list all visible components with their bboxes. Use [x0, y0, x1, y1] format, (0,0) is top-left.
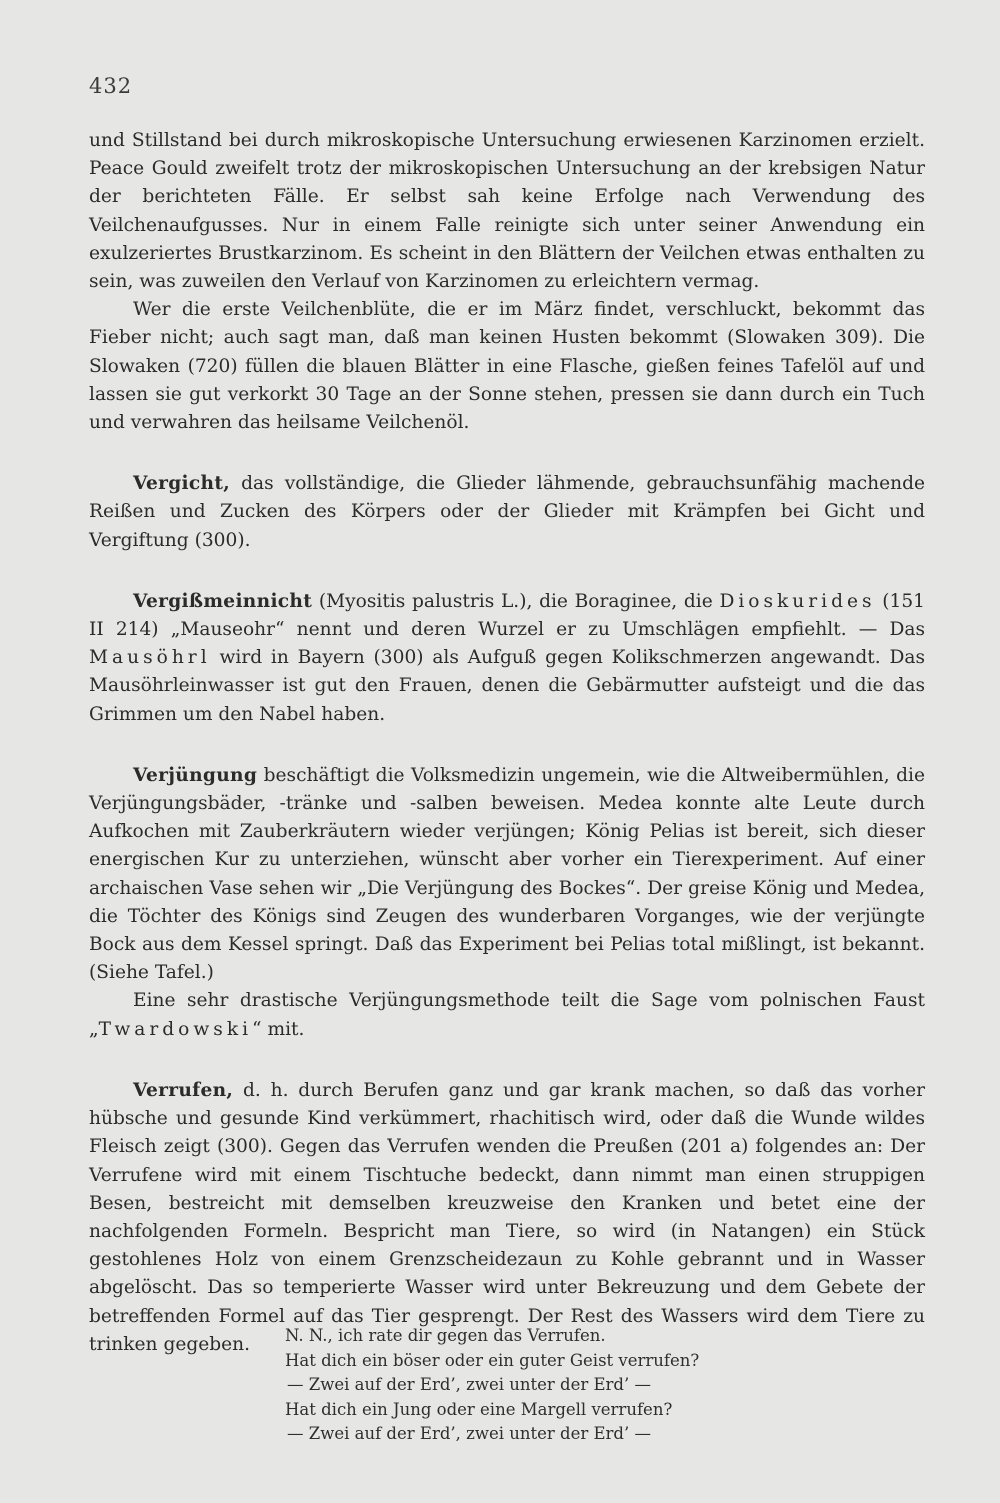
name-dioskurides: Dioskurides: [719, 590, 876, 612]
paragraph-veilchenbluete: Wer die erste Veilchenblüte, die er im März findet, verschluckt, bekommt das Fieber nicht; auch sagt man, daß man keinen Husten bekommt (Slowaken 309). Die Slowaken (720) füllen die blauen Blätter in eine Flasche, gießen feines Tafelöl auf und lassen sie gut verkorkt 30 Tage an der Sonne stehen, pressen sie dann durch ein Tuch und verwahren das heilsame Veilchenöl.: [89, 299, 925, 434]
headword-verjuengung: Verjüngung: [133, 764, 258, 786]
body-text: [89, 127, 925, 1359]
verse-line: — Zwei auf der Erd’, zwei unter der Erd’ —: [287, 1375, 651, 1395]
name-twardowski: Twardowski: [98, 1018, 253, 1040]
entry-verrufen: [89, 1077, 925, 1359]
entry-vergissmeinnicht: [89, 588, 925, 729]
term-mausoehrl: Mausöhrl: [89, 647, 211, 669]
entry-verrufen-text: d. h. durch Berufen ganz und gar krank machen, so daß das vorher hübsche und gesunde Kind verkümmert, rhachitisch wird, oder daß die Wunde wildes Fleisch zeigt (300). Gegen das Verrufen wenden die Preußen (201 a) folgendes an: Der Verrufene wird mit einem Tischtuche bedeckt, dann nimmt man einen struppigen Besen, bestreicht mit demselben kreuzweise den Kranken und betet eine der nachfolgenden Formeln. Bespricht man Tiere, so wird (in Natangen) ein Stück gestohlenes Holz von einem Grenzscheidezaun zu Kohle gebrannt und in Wasser abgelöscht. Das so temperierte Wasser wird unter Bekreuzung und dem Gebete der betreffenden Formel auf das Tier gesprengt. Der Rest des Wassers wird dem Tiere zu trinken gegeben.: [89, 1079, 925, 1355]
entry-vergicht-text: das vollständige, die Glieder lähmende, gebrauchsunfähig machende Reißen und Zucken des Körpers oder der Glieder mit Krämpfen bei Gicht und Vergiftung (300).: [89, 473, 925, 551]
entry-vergissmeinnicht-text-a: (Myositis palustris L.), die Boraginee, die: [312, 590, 720, 612]
verse-line: Hat dich ein böser oder ein guter Geist verrufen?: [285, 1350, 700, 1370]
entry-vergissmeinnicht-text-b: (151 II 214) „Mauseohr“ nennt und deren Wurzel er zu Umschlägen empfiehlt. — Das: [89, 590, 925, 641]
entry-vergicht: [89, 470, 925, 555]
incantation-verse: [285, 1324, 699, 1447]
entry-verjuengung: [89, 762, 925, 988]
paragraph-faust: [89, 987, 925, 1043]
paragraph-faust-text-b: “ mit.: [252, 1018, 305, 1040]
verse-line: N. N., ich rate dir gegen das Verrufen.: [285, 1326, 606, 1345]
page-number: 432: [89, 74, 133, 98]
paragraph-faust-text-a: Eine sehr drastische Verjüngungsmethode teilt die Sage vom polnischen Faust „: [89, 990, 925, 1040]
headword-verrufen: Verrufen,: [133, 1079, 234, 1101]
headword-vergicht: Vergicht,: [133, 473, 231, 495]
entry-verjuengung-text: beschäftigt die Volksmedizin ungemein, wie die Altweibermühlen, die Verjüngungsbäder, -tränke und -salben beweisen. Medea konnte alte Leute durch Aufkochen mit Zauberkräutern wieder verjüngen; König Pelias ist bereit, sich dieser energischen Kur zu unterziehen, wünscht aber vorher ein Tierexperiment. Auf einer archaischen Vase sehen wir „Die Verjüngung des Bockes“. Der greise König und Medea, die Töchter des Königs sind Zeugen des wunderbaren Vorganges, wie der verjüngte Bock aus dem Kessel springt. Daß das Experiment bei Pelias total mißlingt, ist bekannt. (Siehe Tafel.): [89, 764, 925, 984]
verse-line: Hat dich ein Jung oder eine Margell verrufen?: [285, 1399, 673, 1419]
headword-vergissmeinnicht: Vergißmeinnicht: [133, 590, 313, 612]
verse-line: — Zwei auf der Erd’, zwei unter der Erd’ —: [287, 1424, 651, 1444]
entry-vergissmeinnicht-text-c: wird in Bayern (300) als Aufguß gegen Kolikschmerzen angewandt. Das Mausöhrleinwasser ist gut den Frauen, denen die Gebärmutter aufsteigt und die das Grimmen um den Nabel haben.: [89, 647, 925, 725]
paragraph-karzinom: und Stillstand bei durch mikroskopische Untersuchung erwiesenen Karzinomen erzielt. Peace Gould zweifelt trotz der mikroskopischen Untersuchung an der krebsigen Natur der berichteten Fälle. Er selbst sah keine Erfolge nach Verwendung des Veilchenaufgusses. Nur in einem Falle reinigte sich unter seiner Anwendung ein exulzeriertes Brustkarzinom. Es scheint in den Blättern der Veilchen etwas enthalten zu sein, was zuweilen den Verlauf von Karzinomen zu erleichtern vermag.: [89, 130, 925, 293]
